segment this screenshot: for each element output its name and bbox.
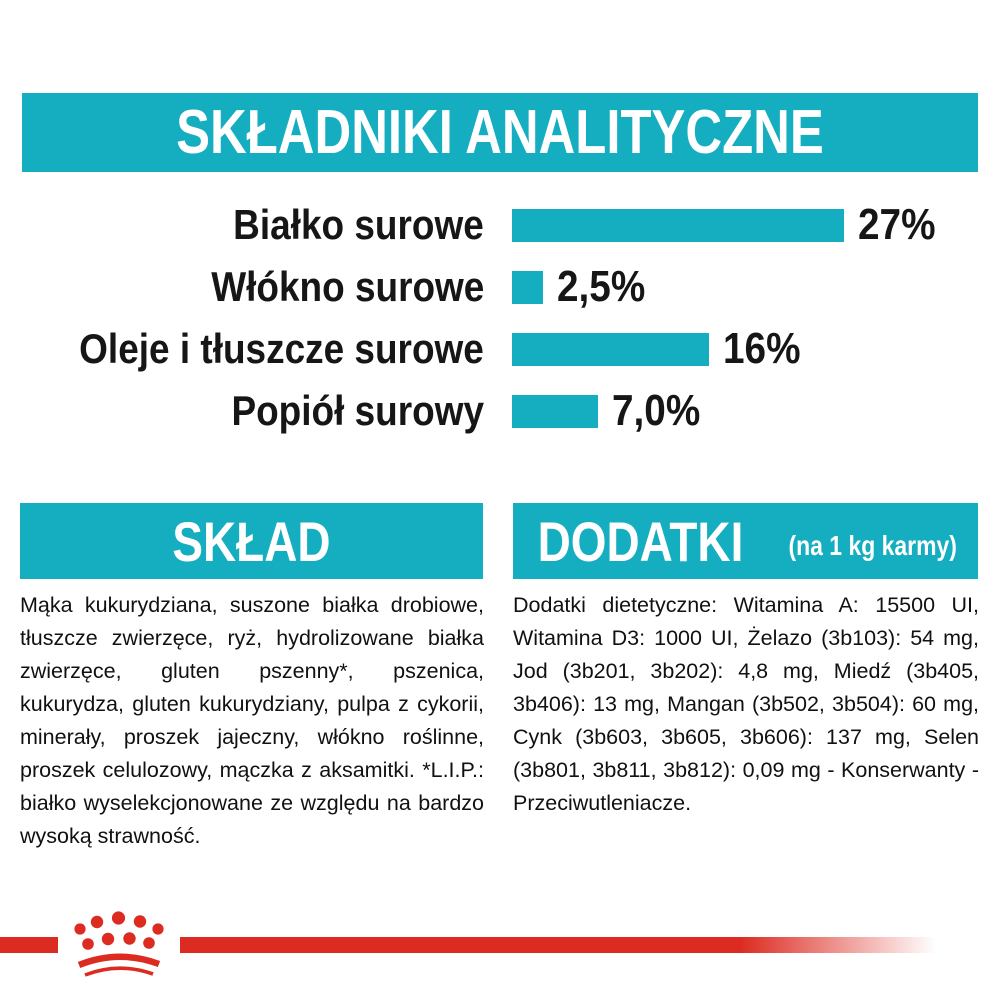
- chart-bar-value: 7,0%: [612, 386, 701, 435]
- chart-bar-wrap: [512, 386, 712, 435]
- chart-row: [0, 194, 1000, 256]
- chart-bar-wrap: [512, 324, 811, 373]
- chart-bar: [512, 395, 598, 428]
- analytical-constituents-title: SKŁADNIKI ANALITYCZNE: [176, 98, 824, 167]
- chart-row-label: Włókno surowe: [210, 263, 484, 310]
- additives-header: [513, 503, 978, 579]
- analytical-constituents-banner: [22, 93, 978, 172]
- chart-row-label: Popiół surowy: [231, 387, 484, 434]
- chart-rows: [0, 194, 1000, 442]
- chart-bar-wrap: [512, 262, 657, 311]
- chart-row-label: Oleje i tłuszcze surowe: [79, 325, 484, 372]
- chart-bar-value: 16%: [723, 324, 801, 373]
- chart-bar: [512, 209, 844, 242]
- analytical-constituents-chart: [0, 194, 1000, 442]
- chart-bar-value: 27%: [858, 200, 936, 249]
- chart-row: [0, 256, 1000, 318]
- additives-subtitle: (na 1 kg karmy): [788, 530, 958, 561]
- composition-header: [20, 503, 483, 579]
- chart-row: [0, 380, 1000, 442]
- chart-row-label: Białko surowe: [233, 201, 484, 248]
- chart-bar: [512, 271, 543, 304]
- chart-bar: [512, 333, 709, 366]
- chart-bar-value: 2,5%: [557, 262, 646, 311]
- royal-canin-crown-icon: [55, 903, 195, 988]
- composition-title: SKŁAD: [172, 509, 331, 573]
- chart-row: [0, 318, 1000, 380]
- additives-title: DODATKI: [537, 509, 744, 573]
- additives-body: Dodatki dietetyczne: Witamina A: 15500 UI, Witamina D3: 1000 UI, Żelazo (3b103): 54 mg, Jod (3b201, 3b202): 4,8 mg, Miedź (3b405, 3b406): 13 mg, Mangan (3b502, 3b504): 60 mg, Cynk (3b603, 3b605, 3b606): 137 mg, Selen (3b801, 3b811, 3b812): 0,09 mg - Konserwanty - Przeciwutleniacze.: [513, 593, 979, 815]
- chart-bar-wrap: [512, 200, 946, 249]
- composition-body: Mąka kukurydziana, suszone białka drobiowe, tłuszcze zwierzęce, ryż, hydrolizowane białka zwierzęce, gluten pszenny*, pszenica, kukurydza, gluten kukurydziany, pulpa z cykorii, minerały, proszek jajeczny, włókno roślinne, proszek celulozowy, mączka z aksamitki. *L.I.P.: białko wyselekcjonowane ze względu na bardzo wysoką strawność.: [20, 593, 484, 848]
